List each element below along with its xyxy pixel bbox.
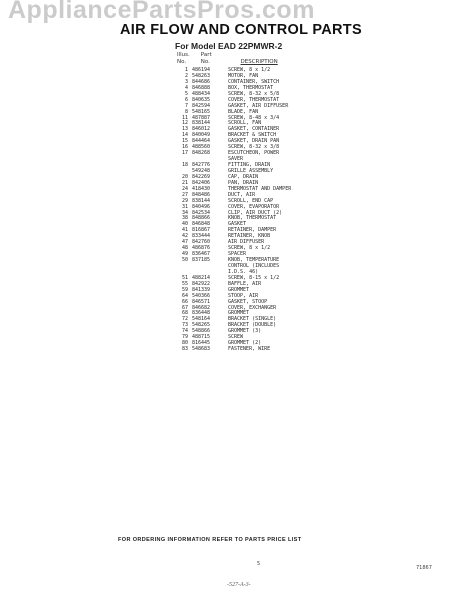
part-number: 846682 xyxy=(192,304,211,311)
illus-number: 24 xyxy=(181,185,188,192)
part-number: 816867 xyxy=(192,227,211,234)
part-description: SCROLL, FAN xyxy=(228,120,262,127)
part-description: GRILLE ASSEMBLY xyxy=(228,167,274,174)
part-number: 848486 xyxy=(192,191,211,198)
part-number: 841339 xyxy=(192,286,211,293)
illus-number: 67 xyxy=(181,304,188,311)
page-title: AIR FLOW AND CONTROL PARTS xyxy=(120,22,362,38)
watermark: AppliancePartsPros.com xyxy=(8,0,315,24)
model-line: For Model EAD 22PMWR-2 xyxy=(175,41,283,51)
part-description: CLIP, AIR DUCT (2) xyxy=(228,209,283,216)
part-description: CONTROL (INCLUDES xyxy=(228,262,280,269)
illus-number: 14 xyxy=(181,132,188,139)
part-number: 842760 xyxy=(192,239,211,246)
illus-number: 11 xyxy=(181,114,188,121)
part-description: GROMMET xyxy=(228,286,250,293)
illus-number: 17 xyxy=(181,150,188,157)
part-number: 846571 xyxy=(192,298,211,305)
part-description: BLADE, FAN xyxy=(228,108,259,115)
illus-number: 68 xyxy=(181,310,188,317)
table-row xyxy=(172,347,412,353)
part-number: 816445 xyxy=(192,340,211,347)
illus-number: 1 xyxy=(184,67,188,73)
illus-number: 34 xyxy=(181,209,188,216)
part-description: BOX, THERMOSTAT xyxy=(228,84,274,91)
part-number: 548165 xyxy=(192,108,211,115)
part-description: COVER, THERMOSTAT xyxy=(228,96,280,103)
illus-number: 51 xyxy=(181,274,188,281)
part-description: COVER, EVAPORATOR xyxy=(228,203,280,210)
document-number: 71867 xyxy=(416,565,432,571)
header-description: DESCRIPTION xyxy=(240,59,278,65)
part-number: 833444 xyxy=(192,233,211,240)
part-description: KNOB, THERMOSTAT xyxy=(228,215,277,222)
part-number: 842776 xyxy=(192,162,211,168)
part-description: SCREW, 8-48 x 3/4 xyxy=(228,114,280,121)
part-description: GROMMET (3) xyxy=(228,328,262,335)
illus-number: 3 xyxy=(184,78,188,85)
part-description: SCREW, 8 x 1/2 xyxy=(228,245,271,252)
illus-number: 5 xyxy=(184,90,188,97)
part-number: 488214 xyxy=(192,274,211,281)
part-number: 840496 xyxy=(192,203,211,210)
illus-number: 15 xyxy=(181,138,188,145)
part-number: 418430 xyxy=(192,185,211,192)
ordering-note: FOR ORDERING INFORMATION REFER TO PARTS PRICE LIST xyxy=(118,537,302,543)
part-description: BRACKET (SINGLE) xyxy=(228,316,277,323)
part-description: GASKET xyxy=(228,221,247,228)
part-number: 846848 xyxy=(192,221,211,228)
part-number: 848268 xyxy=(192,150,211,157)
part-description: GASKET, AIR DIFFUSER xyxy=(228,102,289,109)
part-description: BAFFLE, AIR xyxy=(228,280,262,287)
part-number: 838144 xyxy=(192,120,211,127)
illus-number: 72 xyxy=(181,316,188,323)
part-number: 836467 xyxy=(192,251,211,258)
illus-number: 41 xyxy=(181,227,188,234)
part-number: 488715 xyxy=(192,334,211,341)
part-description: STOOP, AIR xyxy=(228,292,259,299)
part-number: 486194 xyxy=(192,67,211,73)
illus-number: 50 xyxy=(181,257,188,263)
part-description: SCREW, 8 x 1/2 xyxy=(228,67,271,73)
illus-number: 47 xyxy=(181,239,188,246)
part-description: MOTOR, FAN xyxy=(228,72,259,79)
illus-number: 31 xyxy=(181,203,188,210)
part-number: 840049 xyxy=(192,132,211,139)
part-description: GROMMET xyxy=(228,310,250,317)
part-number: 848866 xyxy=(192,215,211,222)
part-description: GROMMET (2) xyxy=(228,340,262,347)
part-number: 548683 xyxy=(192,346,211,353)
part-description: THERMOSTAT AND DAMPER xyxy=(228,185,292,192)
part-number: 838144 xyxy=(192,197,211,204)
part-number: 842269 xyxy=(192,173,211,180)
stamp: -527-A-3- xyxy=(227,582,251,588)
illus-number: 27 xyxy=(181,191,188,198)
part-number: 840635 xyxy=(192,96,211,103)
illus-number: 74 xyxy=(181,328,188,335)
part-number: 548164 xyxy=(192,316,211,323)
part-description: GASKET, CONTAINER xyxy=(228,126,280,133)
illus-number: 6 xyxy=(184,96,188,103)
part-description: PAN, DRAIN xyxy=(228,179,259,186)
illus-number: 80 xyxy=(181,340,188,347)
part-description: KNOB, TEMPERATURE xyxy=(228,257,280,263)
illus-number: 66 xyxy=(181,298,188,305)
illus-number: 21 xyxy=(181,179,188,186)
illus-number: 40 xyxy=(181,221,188,228)
part-number: 488434 xyxy=(192,90,211,97)
illus-number: 79 xyxy=(181,334,188,341)
illus-number: 29 xyxy=(181,197,188,204)
illus-number: 18 xyxy=(181,162,188,168)
part-number: 844686 xyxy=(192,78,211,85)
part-description: RETAINER, KNOB xyxy=(228,233,271,240)
part-number: 842922 xyxy=(192,280,211,287)
illus-number: 12 xyxy=(181,120,188,127)
header-no: No. xyxy=(177,59,187,65)
part-description: BRACKET & SWITCH xyxy=(228,132,277,139)
part-number: 548265 xyxy=(192,322,211,329)
part-description: SPACER xyxy=(228,251,247,258)
part-description: COVER, EXCHANGER xyxy=(228,304,277,311)
part-description: I.D.S. 46) xyxy=(228,268,259,275)
illus-number: 8 xyxy=(184,108,188,115)
header-part: Part xyxy=(200,52,212,58)
part-description: CAP, DRAIN xyxy=(228,173,259,180)
column-header-top xyxy=(177,52,212,58)
part-number: 540366 xyxy=(192,292,211,299)
part-description: SCREW, 8-32 x 3/8 xyxy=(228,144,280,151)
illus-number: 42 xyxy=(181,233,188,240)
part-number: 846012 xyxy=(192,126,211,133)
illus-number: 7 xyxy=(184,102,188,109)
part-description: FASTENER, WIRE xyxy=(228,346,271,353)
part-description: GASKET, DRAIN PAN xyxy=(228,138,280,145)
part-description: SCREW, 8-32 x 5/8 xyxy=(228,90,280,97)
part-description: SCREW xyxy=(228,334,244,341)
part-number: 836448 xyxy=(192,310,211,317)
illus-number: 55 xyxy=(181,280,188,287)
part-description: CONTAINER, SWITCH xyxy=(228,78,280,85)
illus-number: 16 xyxy=(181,144,188,151)
part-description: GASKET, STOOP xyxy=(228,298,268,305)
illus-number: 20 xyxy=(181,173,188,180)
part-description: SCROLL, END CAP xyxy=(228,197,274,204)
part-number: 487887 xyxy=(192,114,211,121)
parts-list xyxy=(172,68,412,353)
part-description: AIR DIFFUSER xyxy=(228,239,265,246)
part-description: SCREW, 8-15 x 1/2 xyxy=(228,274,280,281)
illus-number: 13 xyxy=(181,126,188,133)
part-number: 548263 xyxy=(192,72,211,79)
part-description: ESCUTCHEON, POWER xyxy=(228,150,280,157)
part-description: RETAINER, DAMPER xyxy=(228,227,277,234)
part-number: 842594 xyxy=(192,102,211,109)
part-number: 548866 xyxy=(192,328,211,335)
illus-number: 4 xyxy=(184,84,188,91)
part-description: FITTING, DRAIN xyxy=(228,162,271,168)
part-number: 844464 xyxy=(192,138,211,145)
illus-number: 38 xyxy=(181,215,188,222)
part-description: BRACKET (DOUBLE) xyxy=(228,322,277,329)
illus-number: 59 xyxy=(181,286,188,293)
part-number: 842534 xyxy=(192,209,211,216)
illus-number: 49 xyxy=(181,251,188,258)
part-description: SAVER xyxy=(228,156,244,163)
header-illus: Illus. xyxy=(177,52,190,58)
illus-number: 48 xyxy=(181,245,188,252)
part-number: 549248 xyxy=(192,167,211,174)
illus-number: 2 xyxy=(184,72,188,79)
part-description: DUCT, AIR xyxy=(228,191,256,198)
part-number: 846888 xyxy=(192,84,211,91)
illus-number: 73 xyxy=(181,322,188,329)
part-number: 488560 xyxy=(192,144,211,151)
part-number: 842406 xyxy=(192,179,211,186)
illus-number: 83 xyxy=(181,346,188,353)
illus-number: 64 xyxy=(181,292,188,299)
part-number: 837185 xyxy=(192,257,211,263)
column-header xyxy=(177,59,278,65)
header-part-no: No. xyxy=(200,59,210,65)
page-number: 5 xyxy=(257,561,261,567)
part-number: 486876 xyxy=(192,245,211,252)
